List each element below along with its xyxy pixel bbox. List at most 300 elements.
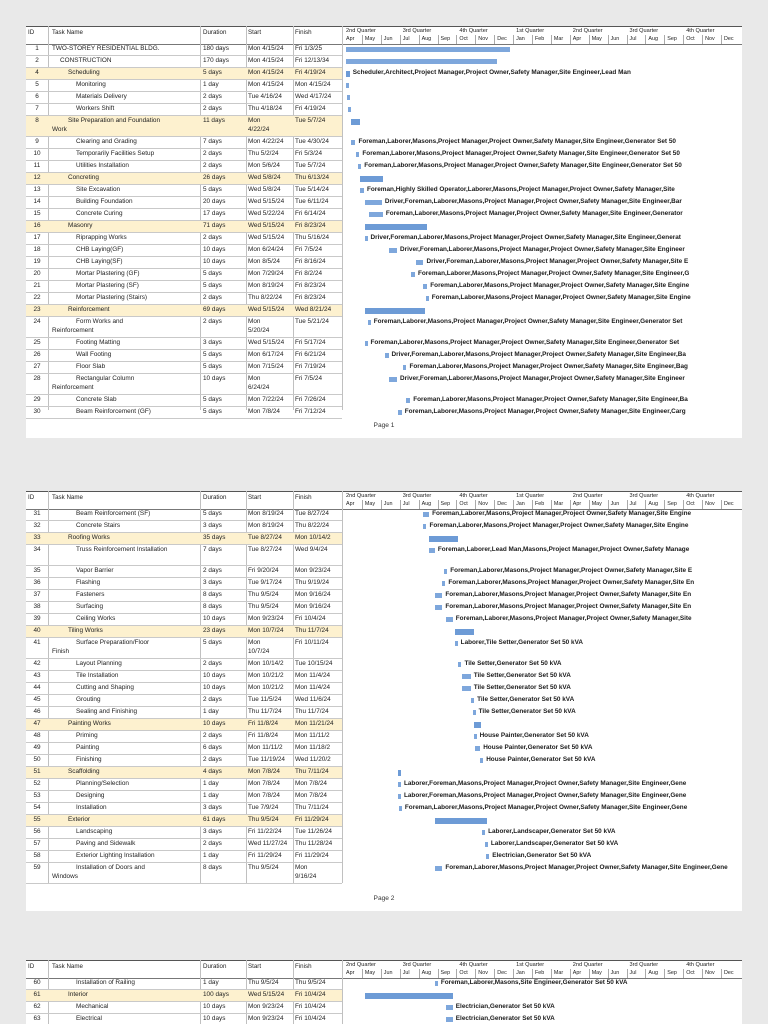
gantt-bar[interactable] [435, 866, 443, 871]
task-name-text: Installation [76, 804, 107, 811]
gantt-bar[interactable] [462, 674, 471, 679]
timeline-month: May [364, 970, 376, 976]
task-row[interactable] [26, 80, 342, 92]
task-duration: 3 days [203, 804, 222, 811]
task-row[interactable] [26, 104, 342, 116]
task-row[interactable] [26, 116, 342, 137]
task-id: 27 [33, 363, 41, 370]
table-header [26, 26, 742, 45]
gantt-bar[interactable] [435, 605, 443, 610]
timeline-month-separator [438, 35, 439, 44]
task-id: 8 [35, 117, 39, 124]
task-name-text: Beam Reinforcement (GF) [76, 408, 151, 415]
gantt-bar[interactable] [398, 770, 401, 776]
task-id: 48 [33, 732, 41, 739]
gantt-bar[interactable] [389, 248, 397, 253]
task-row[interactable] [26, 149, 342, 161]
timeline-quarter: 4th Quarter [686, 493, 715, 499]
task-start: Tue 9/17/24 [248, 579, 282, 586]
task-start: Thu 5/2/24 [248, 150, 279, 157]
timeline-header [342, 27, 742, 44]
gantt-bar[interactable] [365, 236, 368, 241]
resource-label: Foreman,Laborer,Masons,Project Manager,Project Owner,Safety Manager,Site [455, 615, 692, 622]
task-row[interactable] [26, 614, 342, 626]
task-finish: Mon [295, 864, 308, 871]
timeline-month: May [364, 36, 376, 42]
timeline-month: Jan [516, 36, 525, 42]
task-name-text: Surfacing [76, 603, 103, 610]
gantt-bar[interactable] [444, 569, 447, 574]
task-row[interactable] [26, 281, 342, 293]
gantt-bar[interactable] [485, 842, 488, 847]
task-row[interactable] [26, 683, 342, 695]
gantt-bar[interactable] [358, 164, 361, 169]
resource-label: Tile Setter,Generator Set 50 kVA [477, 696, 575, 703]
task-row[interactable] [26, 578, 342, 590]
header-finish: Finish [295, 29, 312, 36]
resource-label: Foreman,Laborer,Masons,Project Manager,Project Owner,Safety Manager,Site Engineer,Carg [404, 408, 686, 415]
gantt-bar[interactable] [389, 377, 397, 382]
task-start: Mon 7/8/24 [248, 768, 280, 775]
timeline-month-separator [475, 500, 476, 509]
task-row[interactable] [26, 173, 342, 185]
gantt-bar[interactable] [435, 981, 438, 986]
timeline-quarter: 3rd Quarter [402, 493, 432, 499]
task-row[interactable] [26, 197, 342, 209]
timeline-month: Sep [667, 36, 677, 42]
gantt-bar[interactable] [346, 47, 510, 52]
task-name [52, 684, 200, 692]
header-start: Start [248, 29, 262, 36]
gantt-bar[interactable] [446, 617, 453, 622]
resource-label: Foreman,Laborer,Masons,Project Manager,Project Owner,Safety Manager,Site Engine [430, 282, 690, 289]
task-row[interactable] [26, 209, 342, 221]
gantt-bar[interactable] [351, 140, 356, 145]
resource-label: Foreman,Laborer,Masons,Project Manager,Project Owner,Safety Manager,Site Engineer,Gene [445, 864, 728, 871]
task-finish: Fri 6/21/24 [295, 351, 326, 358]
task-row[interactable] [26, 566, 342, 578]
task-duration: 10 days [203, 1015, 226, 1022]
task-name-text: Interior [68, 991, 88, 998]
task-start: Tue 4/16/24 [248, 93, 282, 100]
task-row[interactable] [26, 269, 342, 281]
task-name [52, 756, 200, 764]
gantt-bar[interactable] [474, 734, 477, 739]
task-row[interactable] [26, 755, 342, 767]
resource-label: Driver,Foreman,Laborer,Masons,Project Manager,Project Owner,Safety Manager,Site Engineer [400, 246, 685, 253]
task-row[interactable] [26, 317, 342, 338]
gantt-bar[interactable] [365, 200, 382, 205]
task-row[interactable] [26, 185, 342, 197]
task-id: 17 [33, 234, 41, 241]
resource-label: Foreman,Laborer,Masons,Project Manager,Project Owner,Safety Manager,Site Engineer,Ba [413, 396, 688, 403]
task-start: Mon 4/15/24 [248, 57, 284, 64]
task-row[interactable] [26, 305, 342, 317]
timeline-month: Dec [724, 970, 734, 976]
task-row[interactable] [26, 815, 342, 827]
task-name [52, 306, 200, 314]
task-name-text: Footing Matting [76, 339, 121, 346]
task-row[interactable] [26, 695, 342, 707]
task-name [52, 979, 200, 987]
task-row[interactable] [26, 1014, 342, 1024]
task-id: 57 [33, 840, 41, 847]
task-name-text: Building Foundation [76, 198, 133, 205]
timeline-month-separator [400, 969, 401, 978]
task-row[interactable] [26, 863, 342, 884]
timeline-month: Jul [402, 501, 410, 507]
task-row[interactable] [26, 590, 342, 602]
task-duration: 2 days [203, 567, 222, 574]
gantt-bar[interactable] [423, 512, 429, 517]
task-row[interactable] [26, 161, 342, 173]
resource-label: Foreman,Laborer,Masons,Project Manager,Project Owner,Safety Manager,Site Engineer,Generator Set 50 [358, 138, 676, 145]
gantt-bar[interactable] [426, 296, 429, 301]
task-start: Thu 9/5/24 [248, 816, 279, 823]
task-row[interactable] [26, 545, 342, 566]
gantt-bar[interactable] [360, 188, 364, 193]
task-duration: 170 days [203, 57, 229, 64]
gantt-bar[interactable] [475, 746, 480, 751]
task-row[interactable] [26, 743, 342, 755]
gantt-bar[interactable] [399, 806, 402, 811]
task-start: Wed 5/15/24 [248, 991, 285, 998]
task-name-text: CONSTRUCTION [60, 57, 112, 64]
task-duration: 8 days [203, 603, 222, 610]
timeline-quarter: 1st Quarter [516, 962, 545, 968]
task-row[interactable] [26, 533, 342, 545]
timeline-quarter: 3rd Quarter [402, 28, 432, 34]
gantt-bar[interactable] [480, 758, 483, 763]
task-row[interactable] [26, 839, 342, 851]
task-duration: 5 days [203, 351, 222, 358]
timeline-month-separator [494, 969, 495, 978]
task-row[interactable] [26, 521, 342, 533]
task-row[interactable] [26, 350, 342, 362]
gantt-bar[interactable] [365, 224, 428, 230]
task-start: Wed 5/15/24 [248, 198, 285, 205]
timeline-month-separator [438, 969, 439, 978]
timeline-header [342, 492, 742, 509]
task-row[interactable] [26, 221, 342, 233]
task-id: 1 [35, 45, 39, 52]
gantt-bar[interactable] [429, 548, 435, 553]
task-id: 63 [33, 1015, 41, 1022]
timeline-month-separator [513, 35, 514, 44]
task-start: Mon 10/21/2 [248, 672, 284, 679]
task-name-wrap: Work [52, 126, 67, 133]
task-row[interactable] [26, 626, 342, 638]
timeline-month-separator [381, 500, 382, 509]
task-name [52, 57, 200, 65]
resource-label: Foreman,Laborer,Lead Man,Masons,Project Manager,Project Owner,Safety Manage [437, 546, 690, 553]
gantt-bar[interactable] [411, 272, 415, 277]
resource-label: Tile Setter,Generator Set 50 kVA [473, 684, 571, 691]
task-row[interactable] [26, 851, 342, 863]
task-duration: 2 days [203, 696, 222, 703]
task-id: 29 [33, 396, 41, 403]
gantt-bar[interactable] [458, 662, 461, 667]
task-duration: 7 days [203, 546, 222, 553]
gantt-bar[interactable] [455, 629, 474, 635]
task-name [52, 732, 200, 740]
task-name [52, 198, 200, 206]
timeline-month: May [591, 36, 602, 42]
gantt-bar[interactable] [398, 794, 401, 799]
task-start: Mon [248, 375, 261, 382]
gantt-bar[interactable] [446, 1017, 453, 1022]
task-start: Mon 8/5/24 [248, 258, 280, 265]
task-id: 46 [33, 708, 41, 715]
task-name [52, 579, 200, 587]
timeline-month-separator [683, 35, 684, 44]
gantt-bar[interactable] [462, 686, 471, 691]
task-finish: Fri 8/23/24 [295, 282, 326, 289]
page-footer: Page 2 [373, 895, 395, 902]
task-finish: Mon 11/21/24 [295, 720, 334, 727]
timeline-month-separator [381, 969, 382, 978]
task-duration: 2 days [203, 93, 222, 100]
task-row[interactable] [26, 92, 342, 104]
timeline-month-separator [645, 35, 646, 44]
task-name-text: Vapor Barrier [76, 567, 114, 574]
task-name [52, 117, 200, 125]
task-name [52, 768, 200, 776]
task-row[interactable] [26, 978, 342, 990]
task-duration: 10 days [203, 615, 226, 622]
timeline-month-separator [608, 35, 609, 44]
task-row[interactable] [26, 767, 342, 779]
timeline-month-separator [494, 500, 495, 509]
task-duration: 71 days [203, 222, 226, 229]
resource-label: Laborer,Landscaper,Generator Set 50 kVA [490, 840, 619, 847]
task-row[interactable] [26, 731, 342, 743]
gantt-bar[interactable] [346, 59, 497, 64]
gantt-bar[interactable] [346, 83, 349, 88]
task-name [52, 408, 200, 416]
gantt-bar[interactable] [398, 782, 401, 787]
timeline-month-separator [400, 500, 401, 509]
task-id: 14 [33, 198, 41, 205]
task-start: Mon 9/23/24 [248, 615, 284, 622]
task-finish: Fri 7/26/24 [295, 396, 326, 403]
timeline-month: Apr [572, 970, 582, 976]
header-name: Task Name [52, 29, 83, 36]
task-row[interactable] [26, 44, 342, 56]
timeline-quarter: 3rd Quarter [629, 493, 659, 499]
task-start: Mon 4/15/24 [248, 81, 284, 88]
header-duration: Duration [203, 963, 227, 970]
task-name-text: Exterior [68, 816, 91, 823]
page-footer: Page 1 [373, 422, 395, 429]
gantt-bar[interactable] [348, 107, 351, 112]
task-name-text: Roofing Works [68, 534, 110, 541]
gantt-bar[interactable] [455, 641, 458, 646]
gantt-bar[interactable] [365, 341, 368, 346]
timeline-month: Nov [478, 36, 488, 42]
task-row[interactable] [26, 509, 342, 521]
task-name [52, 339, 200, 347]
document-page [26, 26, 742, 438]
gantt-bar[interactable] [482, 830, 485, 835]
task-row[interactable] [26, 671, 342, 683]
task-row[interactable] [26, 707, 342, 719]
task-name [52, 534, 200, 542]
task-name-text: Fasteners [76, 591, 105, 598]
task-row[interactable] [26, 257, 342, 269]
timeline-month-separator [570, 35, 571, 44]
task-row[interactable] [26, 56, 342, 68]
gantt-bar[interactable] [442, 581, 445, 586]
task-id: 44 [33, 684, 41, 691]
gantt-bar[interactable] [356, 152, 359, 157]
gantt-bar[interactable] [486, 854, 489, 859]
task-finish: Thu 9/19/24 [295, 579, 330, 586]
task-start: Mon 4/15/24 [248, 69, 284, 76]
header-finish: Finish [295, 494, 312, 501]
task-finish: Thu 11/28/24 [295, 840, 333, 847]
timeline-month: Sep [667, 970, 677, 976]
timeline-month-separator [702, 969, 703, 978]
task-row[interactable] [26, 407, 342, 419]
timeline-month-separator [475, 969, 476, 978]
task-row[interactable] [26, 827, 342, 839]
task-start: Tue 7/9/24 [248, 804, 279, 811]
task-row[interactable] [26, 990, 342, 1002]
gantt-bar[interactable] [423, 284, 427, 289]
task-row[interactable] [26, 395, 342, 407]
task-row[interactable] [26, 233, 342, 245]
task-duration: 1 day [203, 852, 219, 859]
gantt-bar[interactable] [365, 308, 426, 314]
gantt-bar[interactable] [446, 1005, 453, 1010]
task-row[interactable] [26, 362, 342, 374]
gantt-bar[interactable] [360, 176, 383, 182]
resource-label: Foreman,Laborer,Masons,Project Manager,Project Owner,Safety Manager,Site E [450, 567, 693, 574]
timeline-month-separator [381, 35, 382, 44]
task-start: Mon 7/15/24 [248, 363, 284, 370]
task-id: 52 [33, 780, 41, 787]
task-id: 53 [33, 792, 41, 799]
timeline-month: Aug [648, 36, 658, 42]
resource-label: Foreman,Laborer,Masons,Project Manager,Project Owner,Safety Manager,Site Engine [432, 510, 692, 517]
timeline-month-separator [494, 35, 495, 44]
gantt-bar[interactable] [435, 818, 487, 824]
task-finish: Wed 8/21/24 [295, 306, 332, 313]
gantt-bar[interactable] [365, 993, 453, 999]
gantt-bar[interactable] [474, 722, 482, 728]
gantt-bar[interactable] [347, 95, 350, 100]
task-row[interactable] [26, 779, 342, 791]
timeline-month-separator [683, 969, 684, 978]
task-id: 39 [33, 615, 41, 622]
timeline-month-separator [532, 969, 533, 978]
gantt-bar[interactable] [368, 320, 371, 325]
gantt-bar[interactable] [471, 698, 474, 703]
timeline-month: Feb [535, 36, 545, 42]
task-name-text: Paving and Sidewalk [76, 840, 136, 847]
task-name [52, 522, 200, 530]
task-row[interactable] [26, 338, 342, 350]
task-finish: Fri 11/29/24 [295, 816, 329, 823]
gantt-bar[interactable] [403, 365, 407, 370]
timeline-month-separator [721, 969, 722, 978]
task-name-text: Riprapping Works [76, 234, 127, 241]
header-id: ID [28, 494, 35, 501]
timeline-month: May [591, 970, 602, 976]
task-name-text: Scaffolding [68, 768, 100, 775]
task-finish: Mon 11/4/24 [295, 684, 331, 691]
task-id: 28 [33, 375, 41, 382]
timeline-month-separator [664, 35, 665, 44]
task-row[interactable] [26, 659, 342, 671]
timeline-quarter: 2nd Quarter [572, 962, 603, 968]
task-finish: Thu 6/13/24 [295, 174, 330, 181]
timeline-month-separator [645, 969, 646, 978]
task-start: Thu 9/5/24 [248, 591, 279, 598]
task-name [52, 396, 200, 404]
gantt-bar[interactable] [369, 212, 383, 217]
gantt-bar[interactable] [346, 71, 350, 77]
task-row[interactable] [26, 602, 342, 614]
timeline-month: Apr [346, 36, 355, 42]
gantt-bar[interactable] [423, 524, 426, 529]
gantt-bar[interactable] [416, 260, 424, 265]
task-start-wrap: 5/20/24 [248, 327, 270, 334]
task-finish: Wed 11/20/2 [295, 756, 331, 763]
gantt-bar[interactable] [406, 398, 410, 403]
header-name: Task Name [52, 963, 83, 970]
task-name-text: Layout Planning [76, 660, 122, 667]
task-row[interactable] [26, 803, 342, 815]
task-duration: 6 days [203, 744, 222, 751]
timeline-month: Mar [553, 501, 564, 507]
task-name [52, 567, 200, 575]
task-row[interactable] [26, 245, 342, 257]
timeline-month: Dec [724, 501, 734, 507]
task-row[interactable] [26, 68, 342, 80]
task-name [52, 780, 200, 788]
task-id: 22 [33, 294, 41, 301]
task-start: Mon 11/11/2 [248, 744, 283, 751]
resource-label: Foreman,Laborer,Masons,Project Manager,Project Owner,Safety Manager,Site Engineer,Bag [409, 363, 688, 370]
gantt-bar[interactable] [473, 710, 476, 715]
task-row[interactable] [26, 1002, 342, 1014]
task-row[interactable] [26, 719, 342, 731]
task-row[interactable] [26, 791, 342, 803]
gantt-bar[interactable] [435, 593, 443, 598]
timeline-quarter: 4th Quarter [459, 962, 488, 968]
timeline-month-separator [627, 35, 628, 44]
gantt-bar[interactable] [429, 536, 458, 542]
task-row[interactable] [26, 374, 342, 395]
task-name [52, 222, 200, 230]
timeline-month-separator [419, 35, 420, 44]
task-id: 60 [33, 979, 41, 986]
task-id: 18 [33, 246, 41, 253]
timeline-month-separator [645, 500, 646, 509]
task-finish: Thu 7/11/24 [295, 804, 329, 811]
gantt-bar[interactable] [385, 353, 389, 358]
task-row[interactable] [26, 638, 342, 659]
gantt-bar[interactable] [398, 410, 402, 415]
timeline-quarter: 4th Quarter [459, 28, 488, 34]
task-row[interactable] [26, 137, 342, 149]
task-start: Mon 10/7/24 [248, 627, 284, 634]
task-row[interactable] [26, 293, 342, 305]
gantt-bar[interactable] [351, 119, 360, 125]
resource-label: Foreman,Laborer,Masons,Site Engineer,Generator Set 50 kVA [440, 979, 628, 986]
